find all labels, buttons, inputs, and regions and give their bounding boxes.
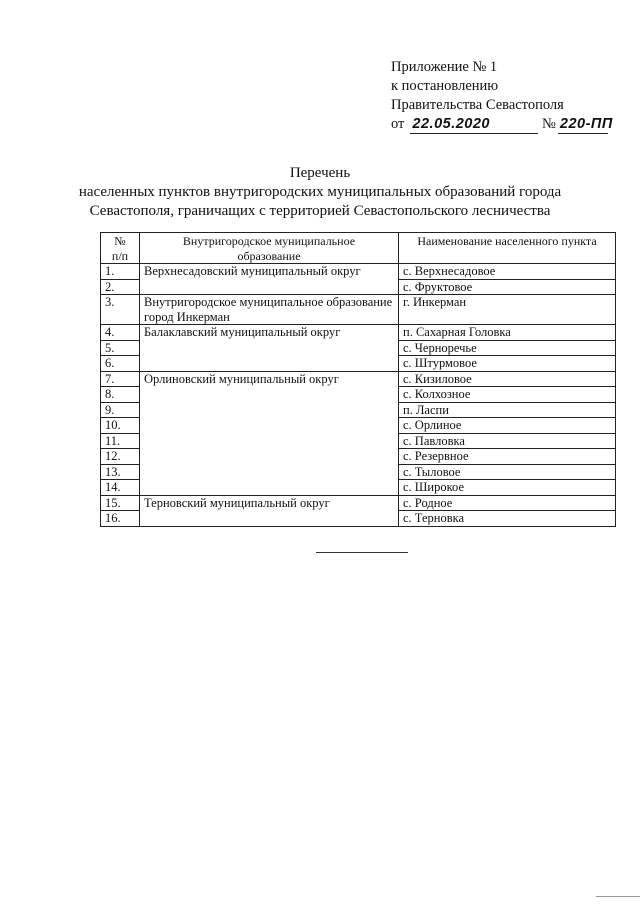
from-label: от <box>391 116 405 132</box>
table-row <box>101 371 616 387</box>
settlement-cell: с. Штурмовое <box>399 356 616 372</box>
header-municipality: Внутригородское муниципальное образование <box>140 233 399 264</box>
settlement-cell: с. Черноречье <box>399 340 616 356</box>
row-number: 3. <box>101 295 140 325</box>
settlement-cell: с. Орлиное <box>399 418 616 434</box>
row-number: 15. <box>101 495 140 511</box>
settlement-cell: с. Терновка <box>399 511 616 527</box>
handwritten-number: 220-ПП <box>559 116 613 132</box>
row-number: 12. <box>101 449 140 465</box>
municipality-cell: Терновский муниципальный округ <box>140 495 399 526</box>
row-number: 16. <box>101 511 140 527</box>
settlement-cell: п. Сахарная Головка <box>399 325 616 341</box>
table-row <box>101 495 616 511</box>
row-number: 11. <box>101 433 140 449</box>
table-row <box>101 325 616 341</box>
appendix-to-resolution: к постановлению <box>391 78 499 94</box>
table-header-row <box>101 233 616 264</box>
number-field <box>558 116 613 134</box>
row-number: 5. <box>101 340 140 356</box>
page-corner-mark <box>596 896 640 897</box>
settlement-cell: п. Ласпи <box>399 402 616 418</box>
handwritten-date: 22.05.2020 <box>412 116 490 132</box>
appendix-date-line <box>391 115 613 134</box>
header-settlement: Наименование населенного пункта <box>399 233 616 264</box>
settlement-cell: с. Фруктовое <box>399 279 616 295</box>
settlement-cell: с. Павловка <box>399 433 616 449</box>
row-number: 9. <box>101 402 140 418</box>
row-number: 14. <box>101 480 140 496</box>
settlement-cell: с. Колхозное <box>399 387 616 403</box>
row-number: 6. <box>101 356 140 372</box>
row-number: 7. <box>101 371 140 387</box>
municipality-cell: Верхнесадовский муниципальный округ <box>140 264 399 295</box>
row-number: 4. <box>101 325 140 341</box>
settlement-cell: с. Широкое <box>399 480 616 496</box>
settlement-cell: с. Родное <box>399 495 616 511</box>
header-number: № п/п <box>101 233 140 264</box>
municipality-cell: Внутригородское муниципальное образование город Инкерман <box>140 295 399 325</box>
municipality-cell: Орлиновский муниципальный округ <box>140 371 399 495</box>
row-number: 10. <box>101 418 140 434</box>
table-row <box>101 264 616 280</box>
title-line-2: населенных пунктов внутригородских муниципальных образований города <box>78 184 562 200</box>
title-line-1: Перечень <box>289 165 351 181</box>
appendix-title: Приложение № 1 <box>391 59 498 75</box>
settlements-table <box>100 232 616 527</box>
settlement-cell: с. Кизиловое <box>399 371 616 387</box>
date-field <box>410 117 538 134</box>
document-title <box>0 164 640 221</box>
table-row <box>101 295 616 325</box>
settlement-cell: г. Инкерман <box>399 295 616 325</box>
municipality-cell: Балаклавский муниципальный округ <box>140 325 399 372</box>
row-number: 13. <box>101 464 140 480</box>
appendix-government: Правительства Севастополя <box>391 97 564 113</box>
appendix-block <box>391 58 613 134</box>
settlement-cell: с. Тыловое <box>399 464 616 480</box>
number-label: № <box>542 116 556 132</box>
title-line-3: Севастополя, граничащих с территорией Севастопольского лесничества <box>89 203 551 219</box>
row-number: 2. <box>101 279 140 295</box>
settlement-cell: с. Резервное <box>399 449 616 465</box>
settlement-cell: с. Верхнесадовое <box>399 264 616 280</box>
row-number: 8. <box>101 387 140 403</box>
row-number: 1. <box>101 264 140 280</box>
end-separator-line <box>316 552 408 553</box>
